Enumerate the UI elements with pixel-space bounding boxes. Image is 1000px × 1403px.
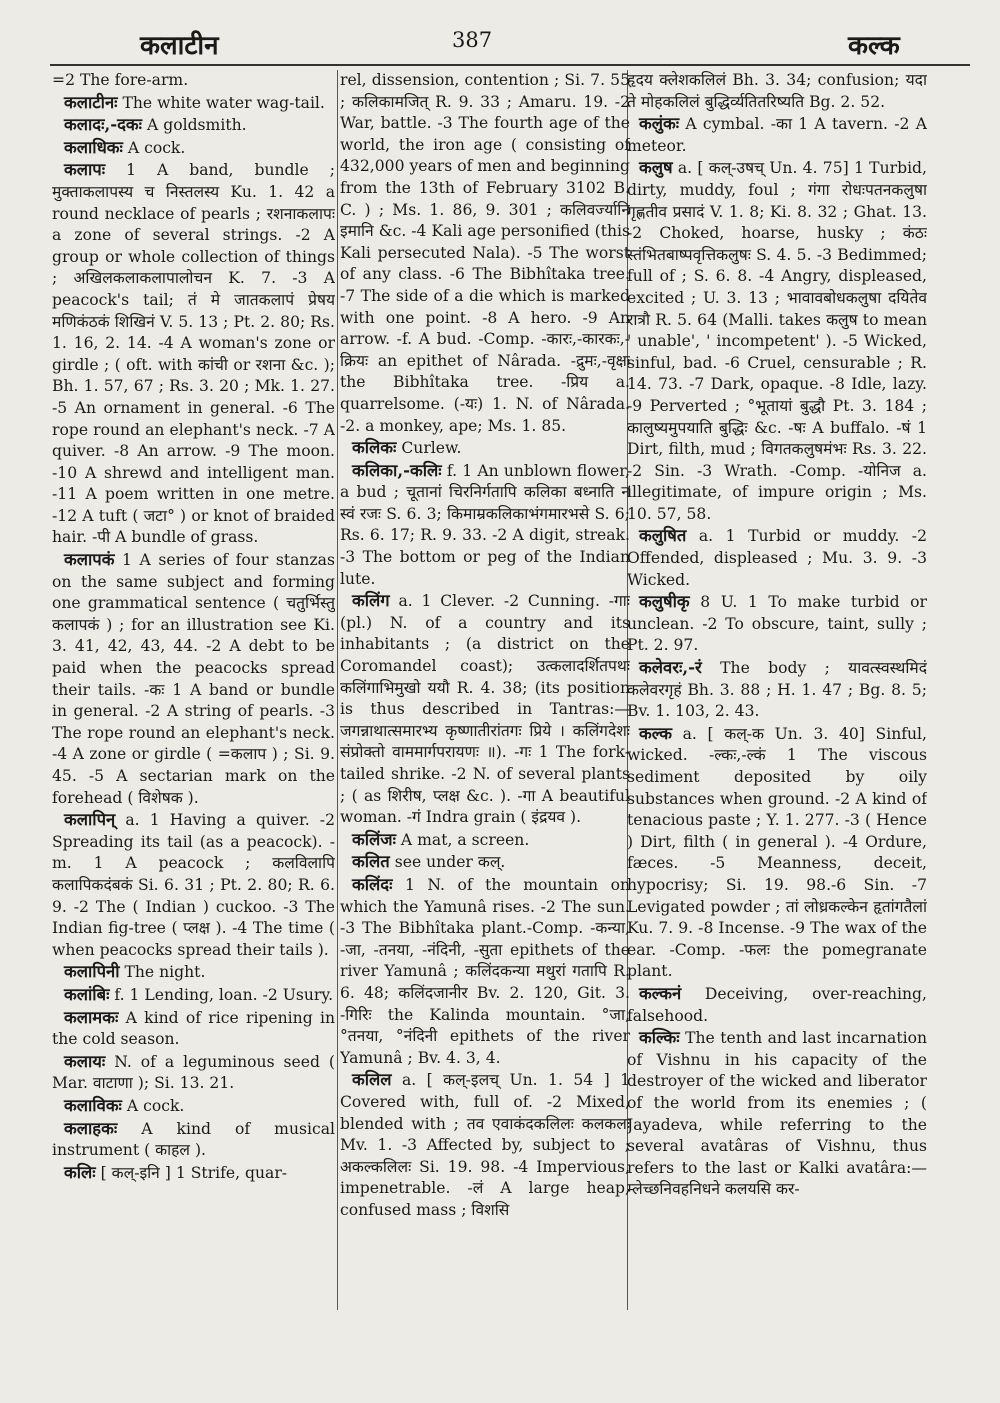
- dictionary-entry: कलापः 1 A band, bundle ; मुक्ताकलापस्य च निस्तलस्य Ku. 1. 42 a round necklace of pearls ; रशनाकलापः a zone of several strings. -2 A group or whole collection of things ; अखिलकलाकलापालोचन K. 7. -3 A peacock's tail; तं मे जातकलापं प्रेषय मणिकंठकं शिखिनं V. 5. 13 ; Pt. 2. 80; Rs. 1. 16, 2. 14. -4 A woman's zone or girdle ; ( oft. with कांची or रशना &c. ); Bh. 1. 57, 67 ; Rs. 3. 20 ; Mk. 1. 27. -5 An ornament in general. -6 The rope round an elephant's neck. -7 A quiver. -8 An arrow. -9 The moon. -10 A shrewd and intelligent man. -11 A poem written in one metre. -12 A tuft ( जटा° ) or knot of braided hair. -पी A bundle of grass.: [52, 159, 335, 547]
- dictionary-entry: कलुषीकृ 8 U. 1 To make turbid or unclean. -2 To obscure, taint, sully ; Pt. 2. 97.: [627, 591, 927, 655]
- page-header: [0, 22, 1000, 62]
- dictionary-entry: कलामकः A kind of rice ripening in the cold season.: [52, 1006, 335, 1049]
- dictionary-entry: कल्क a. [ कल्-क Un. 3. 40] Sinful, wicked. -ल्कः,-ल्कं 1 The viscous sediment deposited by oily substances when ground. -2 A kind of tenacious paste ; Y. 1. 277. -3 ( Hence ) Dirt, filth ( in general ). -4 Ordure, fæces. -5 Meanness, deceit, hypocrisy; Si. 19. 98.-6 Sin. -7 Levigated powder ; तां लोध्रकल्केन हृतांगतैलां Ku. 7. 9. -8 Incense. -9 The wax of the ear. -Comp. -फलः the pomegranate plant.: [627, 722, 927, 981]
- dictionary-entry: कलेवरः,-रं The body ; यावत्स्वस्थमिदं कलेवरगृहं Bh. 3. 88 ; H. 1. 47 ; Bg. 8. 5; Bv. 1. 103, 2. 43.: [627, 657, 927, 721]
- dictionary-entry: कलाहकः A kind of musical instrument ( काहल ).: [52, 1117, 335, 1160]
- dictionary-entry: कलिकः Curlew.: [352, 437, 462, 458]
- dictionary-entry: कलिल a. [ कल्-इलच् Un. 1. 54 ] 1 Covered with, full of. -2 Mixed, blended with ; तव एवाकंदकलिलः कलकलः Mv. 1. -3 Affected by, subject to ; अकल्कलिलः Si. 19. 98. -4 Impervious, impenetrable. -लं A large heap, confused mass ; विशसि: [340, 1069, 630, 1219]
- dictionary-entry: कलिः [ कल्-इनि ] 1 Strife, quar-: [64, 1161, 288, 1182]
- dictionary-entry: कलाविकः A cock.: [64, 1094, 185, 1115]
- dictionary-entry: कलिंदः 1 N. of the mountain on which the Yamunâ rises. -2 The sun. -3 The Bibhîtaka plant.-Comp. -कन्या, -जा, -तनया, -नंदिनी, -सुता epithets of the river Yamunâ ; कलिंदकन्या मथुरां गतापि R. 6. 48; कलिंदजानीर Bv. 2. 120, Git. 3. -गिरिः the Kalinda mountain. °जा, °तनया, °नंदिनी epithets of the river Yamunâ ; Bv. 4. 3, 4.: [340, 873, 630, 1067]
- dictionary-entry: कलिंग a. 1 Clever. -2 Cunning. -गाः (pl.) N. of a country and its inhabitants ; (a district on the Coromandel coast); उत्कलादर्शितपथः कलिंगाभिमुखो ययौ R. 4. 38; (its position is thus described in Tantras:—जगन्नाथात्समारभ्य कृष्णातीरांतगः प्रिये । कलिंगदेशः संप्रोक्तो वाममार्गपरायणः ॥). -गः 1 The fork-tailed shrike. -2 N. of several plants ; ( as शिरीष, प्लक्ष &c. ). -गा A beautiful woman. -गं Indra grain ( इंद्रयव ).: [340, 590, 630, 827]
- dictionary-entry: कलापिनी The night.: [64, 961, 206, 982]
- dictionary-entry: कलित see under कल्.: [352, 851, 506, 872]
- dictionary-entry: rel, dissension, contention ; Si. 7. 55 ; कलिकामजित् R. 9. 33 ; Amaru. 19. -2 War, battle. -3 The fourth age of the world, the iron age ( consisting of 432,000 years of men and beginning from the 13th of February 3102 B. C. ) ; Ms. 1. 86, 9. 301 ; कलिवर्ज्यानि इमानि &c. -4 Kali age personified (this Kali persecuted Nala). -5 The worst of any class. -6 The Bibhîtaka tree. -7 The side of a die which is marked with one point. -8 A hero. -9 An arrow. -f. A bud. -Comp. -कारः,-कारकः,-क्रियः an epithet of Nârada. -द्रुमः,-वृक्षः the Bibhîtaka tree. -प्रिय a. quarrelsome. (-यः) 1. N. of Nârada. -2. a monkey, ape; Ms. 1. 85.: [340, 71, 630, 435]
- dictionary-entry: कलायः N. of a leguminous seed ( Mar. वाटाणा ); Si. 13. 21.: [52, 1050, 335, 1093]
- dictionary-entry: कलुंकः A cymbal. -का 1 A tavern. -2 A meteor.: [627, 113, 927, 155]
- page-number: 387: [452, 28, 493, 52]
- dictionary-entry: =2 The fore-arm.: [52, 71, 189, 89]
- column-left: [52, 70, 335, 1310]
- left-guide-word: कलाटीन: [140, 31, 219, 61]
- dictionary-entry: कलुषित a. 1 Turbid or muddy. -2 Offended, displeased ; Mu. 3. 9. -3 Wicked.: [627, 525, 927, 589]
- dictionary-entry: कलाटीनः The white water wag-tail.: [64, 91, 325, 112]
- column-divider: [337, 70, 338, 1310]
- dictionary-entry: कलादः,-दकः A goldsmith.: [64, 114, 247, 135]
- dictionary-entry: कलापिन् a. 1 Having a quiver. -2 Spreading its tail (as a peacock). -m. 1 A peacock ; कलविलापि कलापिकदंबकं Si. 6. 31 ; Pt. 2. 80; R. 6. 9. -2 The ( Indian ) cuckoo. -3 The Indian fig-tree ( प्लक्ष ). -4 The time ( when peacocks spread their tails ).: [52, 809, 335, 959]
- dictionary-entry: कल्कनं Deceiving, over-reaching, falsehood.: [627, 982, 927, 1025]
- dictionary-entry: कल्किः The tenth and last incarnation of Vishnu in his capacity of the destroyer of the wicked and liberator of the world from its enemies ; ( Jayadeva, while referring to the several avatâras of Vishnu, thus refers to the last or Kalki avatâra:—म्लेच्छनिवहनिधने कलयसि कर-: [627, 1027, 927, 1199]
- dictionary-entry: कलापकं 1 A series of four stanzas on the same subject and forming one grammatical sentence ( चतुर्भिस्तु कलापकं ) ; for an illustration see Ki. 3. 41, 42, 43, 44. -2 A debt to be paid when the peacocks spread their tails. -कः 1 A band or bundle in general. -2 A string of pearls. -3 The rope round an elephant's neck. -4 A zone or girdle ( =कलाप ) ; Si. 9. 45. -5 A sectarian mark on the forehead ( विशेषक ).: [52, 549, 335, 807]
- dictionary-entry: कलिका,-कलिः f. 1 An unblown flower, a bud ; चूतानां चिरनिर्गतापि कलिका बध्नाति न स्वं रजः S. 6. 3; किमाम्रकलिकाभंगमारभसे S. 6; Rs. 6. 17; R. 9. 33. -2 A digit, streak. -3 The bottom or peg of the Indian lute.: [340, 459, 630, 588]
- column-right: [627, 70, 927, 1310]
- column-middle: [340, 70, 630, 1310]
- dictionary-entry: कलाधिकः A cock.: [64, 136, 186, 157]
- dictionary-entry: कलुष a. [ कल्-उषच् Un. 4. 75] 1 Turbid, dirty, muddy, foul ; गंगा रोधःपतनकलुषा गृह्णतीव प्रसादं V. 1. 8; Ki. 8. 32 ; Ghat. 13. -2 Choked, hoarse, husky ; कंठः स्तंभितबाष्पवृत्तिकलुषः S. 4. 5. -3 Bedimmed; full of ; S. 6. 8. -4 Angry, displeased, excited ; U. 3. 13 ; भावावबोधकलुषा दयितेव रात्रौ R. 5. 64 (Malli. takes कलुष to mean ' unable', ' incompetent' ). -5 Wicked, sinful, bad. -6 Cruel, censurable ; R. 14. 73. -7 Dark, opaque. -8 Idle, lazy. -9 Perverted ; °भूतायां बुद्धौ Pt. 3. 184 ; कालुष्यमुपयाति बुद्धिः &c. -षः A buffalo. -षं 1 Dirt, filth, mud ; विगतकलुषमंभः Rs. 3. 22. -2 Sin. -3 Wrath. -Comp. -योनिज a. illegitimate, of impure origin ; Ms. 10. 57, 58.: [627, 157, 927, 523]
- header-rule: [50, 64, 970, 66]
- right-guide-word: कल्क: [848, 31, 900, 61]
- dictionary-entry: कलांबिः f. 1 Lending, loan. -2 Usury.: [64, 983, 334, 1004]
- dictionary-entry: कलिंजः A mat, a screen.: [352, 828, 530, 849]
- dictionary-entry: हृदय क्लेशकलिलं Bh. 3. 34; confusion; यदा ते मोहकलिलं बुद्धिर्व्यतितरिष्यति Bg. 2. 52.: [627, 71, 927, 111]
